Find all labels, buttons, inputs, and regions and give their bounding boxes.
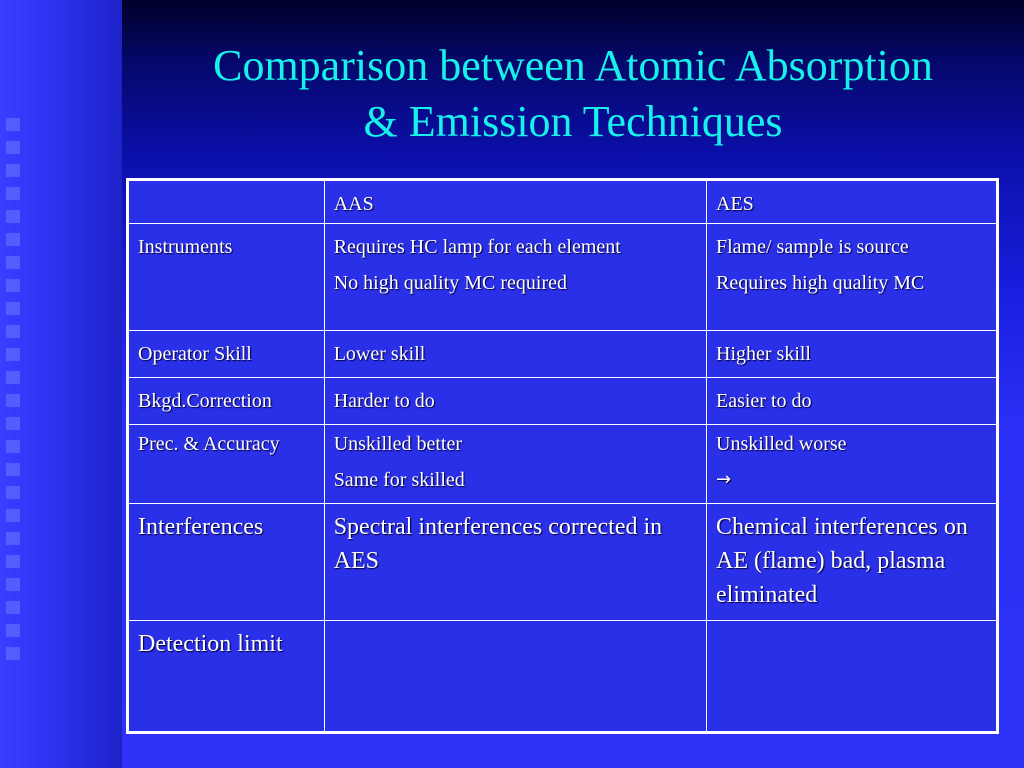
slide-title — [122, 38, 1024, 150]
comparison-table — [126, 178, 999, 734]
cell-aas-detection-limit — [324, 621, 706, 733]
table-row — [128, 425, 998, 504]
cell-aas-instruments — [324, 224, 706, 331]
right-arrow-icon: → — [716, 469, 732, 490]
cell-aas-prec-accuracy — [324, 425, 706, 504]
decorative-squares — [0, 118, 40, 670]
left-decorative-band — [0, 0, 122, 768]
row-label-prec-accuracy: Prec. & Accuracy — [128, 425, 325, 504]
row-label-instruments: Instruments — [128, 224, 325, 331]
cell-aas-interferences: Spectral interferences corrected in AES — [324, 504, 706, 621]
header-cell-empty — [128, 180, 325, 224]
cell-aas-bkgd-correction: Harder to do — [324, 378, 706, 425]
cell-aes-prec-accuracy — [707, 425, 998, 504]
cell-line: Same for skilled — [333, 469, 465, 491]
cell-aes-detection-limit — [707, 621, 998, 733]
cell-aes-instruments — [707, 224, 998, 331]
table-row — [128, 331, 998, 378]
table-row — [128, 224, 998, 331]
cell-line: Requires HC lamp for each element — [333, 236, 621, 258]
row-label-detection-limit: Detection limit — [128, 621, 325, 733]
cell-line: Unskilled worse — [716, 433, 847, 455]
row-label-interferences: Interferences — [128, 504, 325, 621]
cell-aes-interferences: Chemical interferences on AE (flame) bad, plasma eliminated — [707, 504, 998, 621]
table-header-row — [128, 180, 998, 224]
cell-aes-operator-skill: Higher skill — [707, 331, 998, 378]
cell-line: Requires high quality MC — [716, 272, 925, 294]
header-cell-aas: AAS — [324, 180, 706, 224]
row-label-operator-skill: Operator Skill — [128, 331, 325, 378]
slide-title-line-1: Comparison between Atomic Absorption — [213, 41, 933, 90]
cell-aes-bkgd-correction: Easier to do — [707, 378, 998, 425]
cell-aas-operator-skill: Lower skill — [324, 331, 706, 378]
cell-line: Flame/ sample is source — [716, 236, 909, 258]
table-row — [128, 378, 998, 425]
table-row — [128, 621, 998, 733]
cell-line: Unskilled better — [333, 433, 462, 455]
table-row — [128, 504, 998, 621]
row-label-bkgd-correction: Bkgd.Correction — [128, 378, 325, 425]
slide-title-line-2: & Emission Techniques — [363, 97, 783, 146]
header-cell-aes: AES — [707, 180, 998, 224]
cell-line: No high quality MC required — [333, 272, 567, 294]
